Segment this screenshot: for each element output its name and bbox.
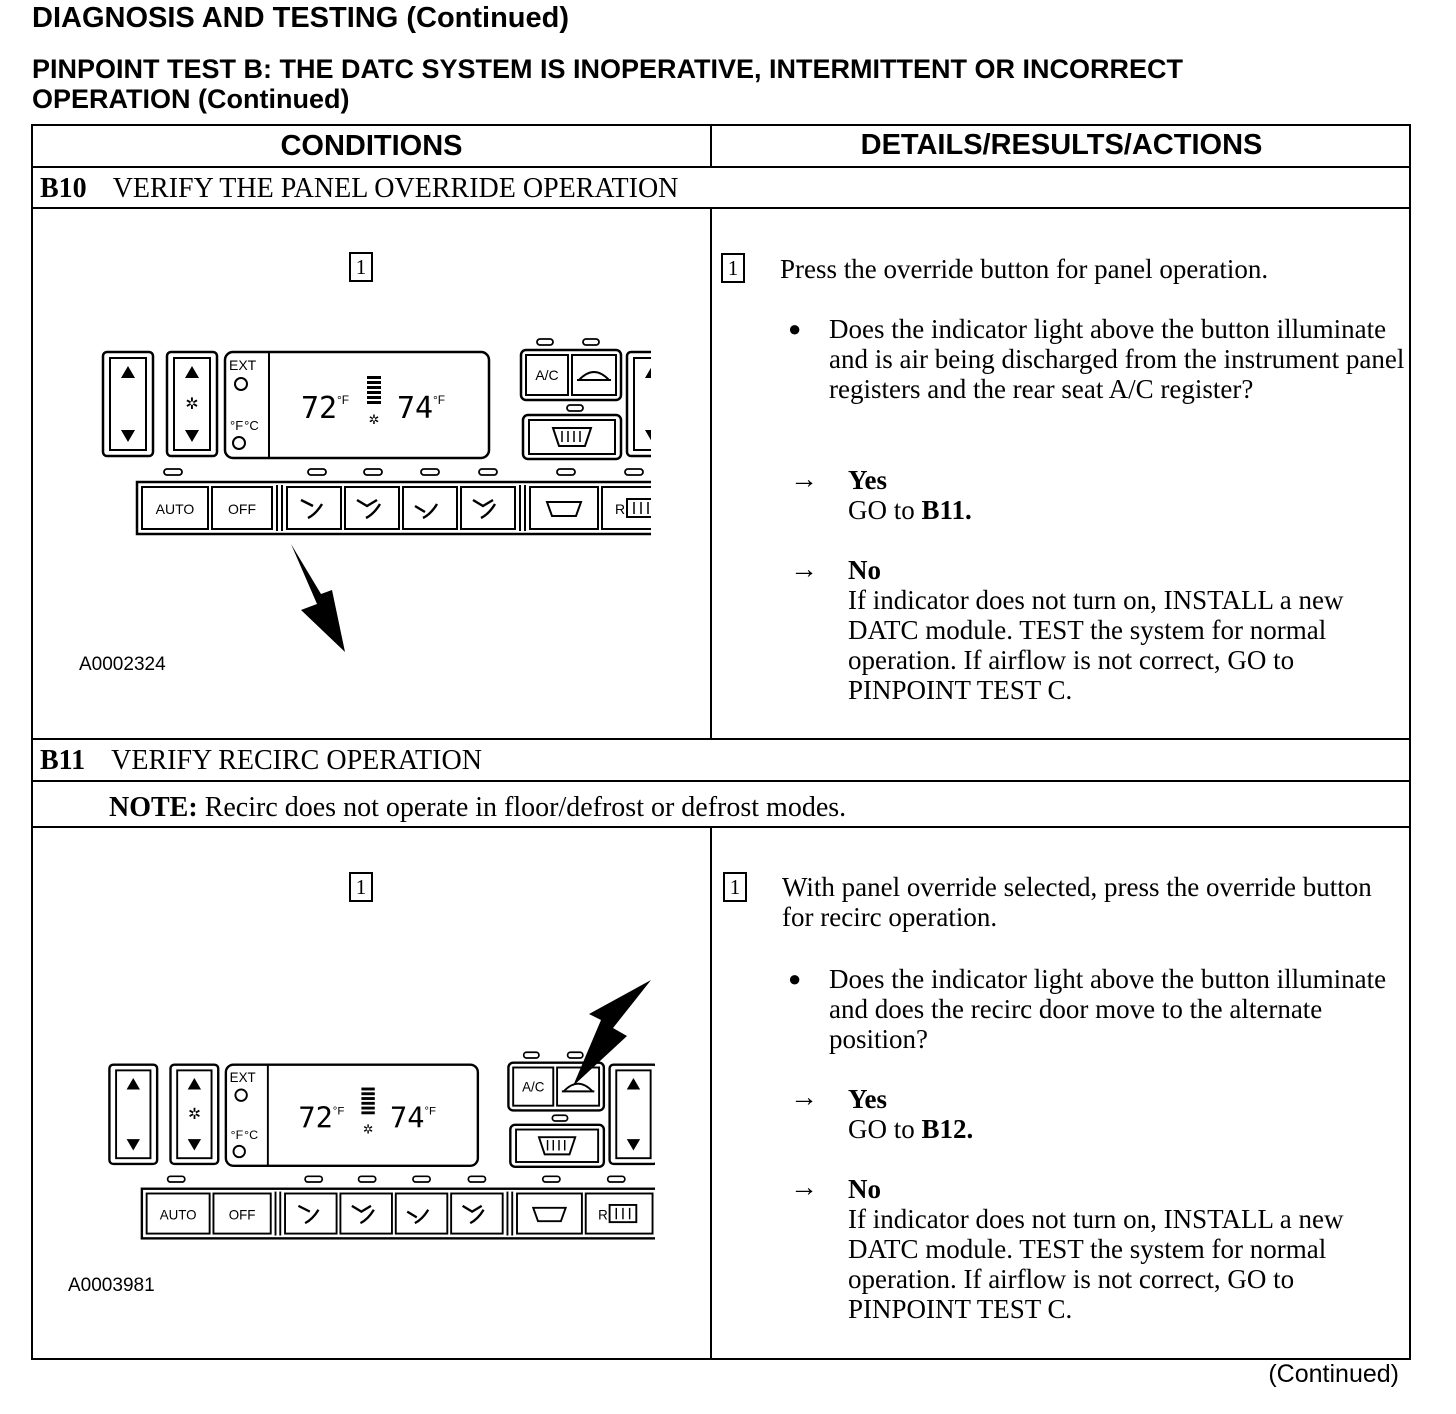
right-temp-up-icon [645,366,651,378]
pinpoint-table [31,124,1411,1360]
left-temp-down-icon [127,1139,140,1150]
page-title: DIAGNOSIS AND TESTING (Continued) [32,2,570,34]
step-callout-b10: 1 [721,253,745,283]
figure-id-b11: A0003981 [68,1275,155,1296]
defrost-icon [553,428,591,446]
yes-link-b12[interactable]: B12. [921,1114,974,1144]
left-temp-up-icon [121,366,135,378]
left-temp-unit: °F [332,1105,345,1118]
left-temp-down-icon [121,430,135,442]
yes-label: Yes [848,1084,887,1114]
off-label: OFF [228,1207,256,1223]
step-callout-b11: 1 [723,872,747,902]
left-temp-up-icon [127,1078,140,1089]
floor-mode-button[interactable] [403,487,457,529]
f-c-label: °F°C [230,418,259,433]
right-arrow-icon: → [790,1172,818,1203]
fan-icon: ✲ [187,1106,201,1124]
fc-indicator-icon [234,1146,245,1157]
defrost-icon [539,1137,575,1154]
step-b11-instruction: With panel override selected, press the override button for recirc operation. [782,872,1372,932]
display-frame [226,1065,478,1166]
yes-link-b11[interactable]: B11. [921,495,972,525]
step-b10-question: Does the indicator light above the button illuminate and is air being discharged from the instrument panel registers and the rear seat A/C register? [829,314,1405,404]
climate-control-panel-b10 [101,322,651,547]
yes-label: Yes [848,465,887,495]
ext-label: EXT [229,1069,256,1085]
mode-button-bar [137,482,651,534]
figure-callout-b11: 1 [349,872,373,902]
panel-mode-button[interactable] [285,1194,337,1234]
floor-mode-icon [407,1210,428,1223]
step-b11-id: B11 [40,745,86,776]
display-fan-icon: ✲ [368,412,380,427]
figure-callout-b10: 1 [349,252,373,282]
right-temp-unit: °F [424,1105,436,1118]
floor-defrost-mode-button[interactable] [451,1194,503,1234]
ext-label: EXT [229,357,257,373]
panel-mode-icon [298,1206,318,1223]
ac-label: A/C [522,1079,545,1095]
display-fan-icon: ✲ [362,1122,374,1137]
right-temp-down-icon [645,430,651,442]
bilevel-mode-button[interactable] [345,487,399,529]
windshield-defrost-icon [547,502,581,516]
recirc-car-icon [577,372,611,380]
step-b11-heading [40,745,482,777]
right-temp-button-frame[interactable] [627,352,651,456]
left-temp-display: 72 [298,1100,333,1135]
column-header-details: DETAILS/RESULTS/ACTIONS [860,129,1263,161]
no-label: No [848,555,881,585]
right-temp-unit: °F [433,393,446,407]
floor-defrost-mode-icon [463,1206,484,1223]
ext-indicator-icon [235,378,247,390]
test-title-line2: OPERATION (Continued) [32,84,350,114]
right-temp-down-icon [627,1139,640,1150]
bilevel-mode-icon [357,500,380,518]
defrost-button[interactable] [517,1194,582,1234]
auto-label: AUTO [159,1207,197,1223]
step-b11-question: Does the indicator light above the button illuminate and does the recirc door move to the alternate position? [829,964,1387,1054]
max-defrost-button[interactable] [529,420,615,454]
bullet-icon: ● [788,316,802,341]
fan-down-icon [185,430,199,442]
panel-mode-icon [301,500,322,518]
pointer-arrow-b10 [287,544,357,656]
recirc-button[interactable] [572,355,616,395]
floor-defrost-mode-button[interactable] [461,487,515,529]
windshield-defrost-icon [533,1208,565,1221]
note-text: Recirc does not operate in floor/defrost or defrost modes. [197,792,847,823]
rear-defrost-button[interactable] [586,1194,653,1234]
climate-control-panel-b11 [85,1036,655,1251]
right-temp-display: 74 [397,391,434,426]
bilevel-mode-icon [352,1206,374,1223]
left-temp-display: 72 [301,391,338,426]
step-b10-no [848,555,1398,705]
continued-footer: (Continued) [1268,1360,1399,1388]
f-c-label: °F°C [230,1128,259,1143]
test-title-line1: PINPOINT TEST B: THE DATC SYSTEM IS INOPERATIVE, INTERMITTENT OR INCORRECT [32,54,1184,84]
step-b10-title: VERIFY THE PANEL OVERRIDE OPERATION [112,173,679,204]
ext-indicator-icon [235,1089,246,1100]
mode-button-bar [142,1189,655,1239]
floor-mode-button[interactable] [396,1194,448,1234]
step-b10-id: B10 [40,173,87,204]
yes-action: GO to B12. [848,1114,974,1144]
step-b10-instruction: Press the override button for panel operation. [780,254,1269,284]
pointer-arrow-b11 [571,976,655,1090]
fc-indicator-icon [233,437,245,449]
display-frame [225,352,489,458]
step-b11-no [848,1174,1398,1324]
step-b10-heading [40,173,678,205]
bilevel-mode-button[interactable] [340,1194,392,1234]
fan-down-icon [188,1139,201,1150]
rear-label: R [615,501,626,517]
left-temp-unit: °F [337,393,350,407]
floor-mode-icon [415,504,437,518]
step-b11-yes [848,1084,1398,1144]
right-arrow-icon: → [790,464,818,495]
fan-up-icon [188,1078,201,1089]
bullet-icon: ● [788,966,802,991]
figure-id-b10: A0002324 [79,654,166,675]
fan-up-icon [185,366,199,378]
note-label: NOTE: [109,792,198,823]
no-label: No [848,1174,881,1204]
rear-label: R [598,1207,608,1223]
step-b10-yes [848,465,1398,525]
fan-level-bars-icon [367,376,381,404]
step-b11-note [109,792,846,824]
fan-icon: ✲ [185,396,199,413]
panel-mode-button[interactable] [287,487,341,529]
right-temp-display: 74 [390,1100,425,1135]
test-title [32,54,1183,114]
yes-action: GO to B11. [848,495,972,525]
auto-label: AUTO [155,501,195,517]
defrost-button[interactable] [530,487,598,529]
no-action: If indicator does not turn on, INSTALL a new DATC module. TEST the system for normal operation. If airflow is not correct, GO to PINPOINT TEST C. [848,585,1344,705]
no-action: If indicator does not turn on, INSTALL a new DATC module. TEST the system for normal operation. If airflow is not correct, GO to PINPOINT TEST C. [848,1204,1344,1324]
column-header-conditions: CONDITIONS [280,130,463,162]
ac-label: A/C [535,367,559,383]
off-label: OFF [228,501,256,517]
max-defrost-button[interactable] [516,1130,598,1162]
step-b11-title: VERIFY RECIRC OPERATION [111,745,482,776]
right-arrow-icon: → [790,1082,818,1113]
fan-level-bars-icon [361,1088,374,1115]
floor-defrost-mode-icon [473,500,495,518]
right-arrow-icon: → [790,554,818,585]
